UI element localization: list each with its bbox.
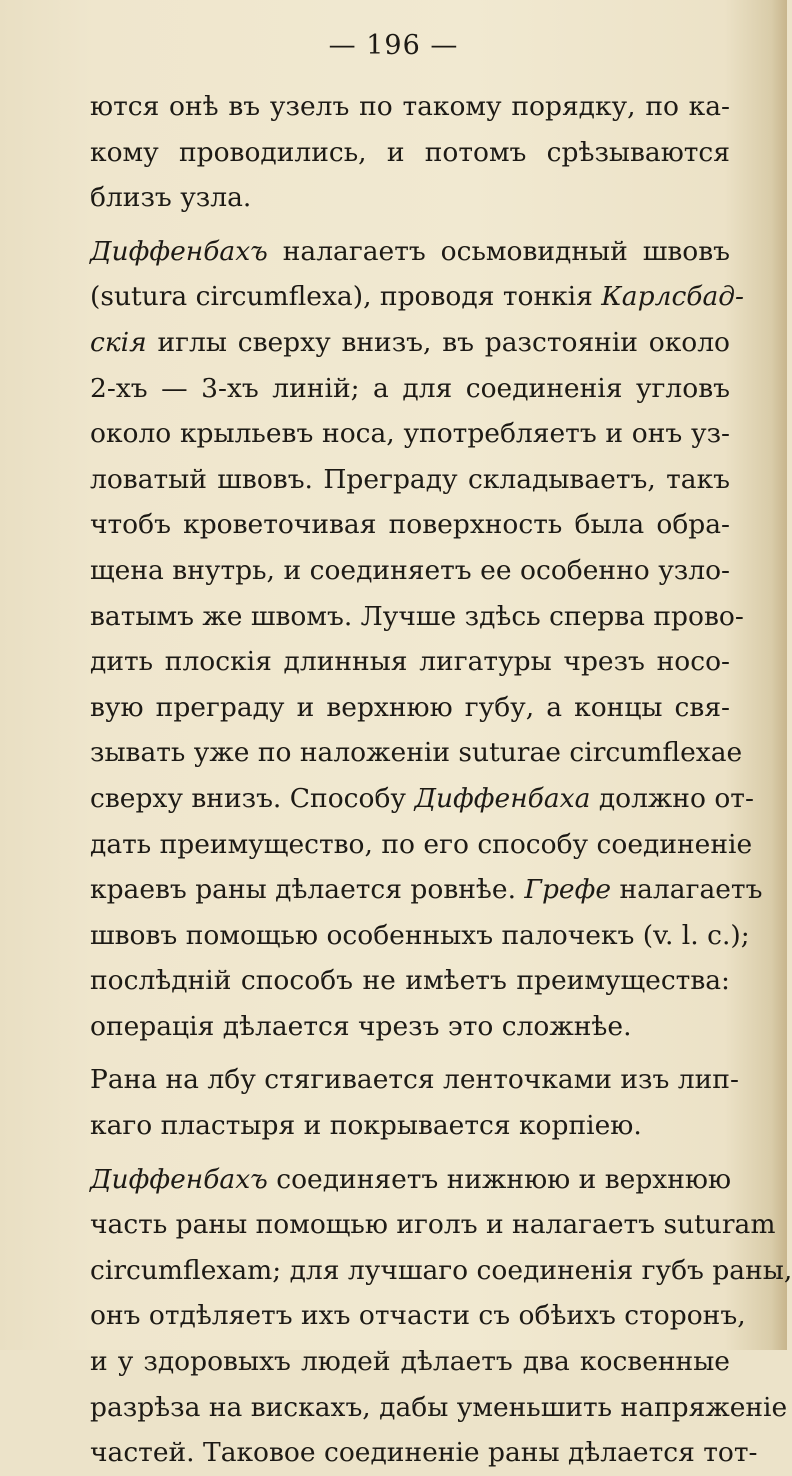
text-segment: близъ узла. [90, 182, 252, 214]
text-line [90, 1339, 730, 1385]
text-line [90, 502, 730, 548]
text-segment: онъ отдѣляетъ ихъ отчасти съ обѣихъ сторонъ, [90, 1300, 746, 1332]
text-segment: около крыльевъ носа, употребляетъ и онъ уз- [90, 418, 730, 450]
text-segment: послѣдній способъ не имѣетъ преимущества: [90, 965, 730, 997]
text-segment: налагаетъ [611, 874, 763, 906]
text-line [90, 457, 730, 503]
text-line [90, 685, 730, 731]
text-line [90, 274, 745, 320]
text-line [90, 867, 763, 913]
text-line [90, 1430, 758, 1476]
text-segment: дить плоскія длинныя лигатуры чрезъ носо- [90, 646, 730, 678]
text-line [90, 366, 730, 412]
italic-name: скія [90, 326, 147, 358]
page-number: — 196 — [328, 30, 459, 61]
text-line [90, 130, 730, 176]
text-line [90, 776, 754, 822]
text-line [90, 175, 730, 221]
text-line [90, 594, 744, 640]
italic-name: Диффенбахъ [90, 235, 268, 267]
text-line [90, 320, 730, 366]
italic-name: Карлсбад- [601, 281, 745, 313]
text-segment: швовъ помощью особенныхъ палочекъ (v. l. c.); [90, 919, 750, 951]
text-line [90, 1103, 730, 1149]
italic-name: Диффенбаха [414, 782, 591, 814]
text-line [90, 1385, 788, 1431]
text-segment: (sutura circumflexa), проводя тонкія [90, 281, 602, 313]
text-segment: частей. Таковое соединеніе раны дѣлается тот- [90, 1437, 758, 1469]
text-line [90, 84, 730, 130]
text-line [90, 411, 730, 457]
text-line [90, 548, 730, 594]
text-line [90, 822, 753, 868]
text-segment: часть раны помощью иголъ и налагаетъ suturam [90, 1209, 776, 1241]
text-segment: щена внутрь, и соединяетъ ее особенно узло- [90, 554, 730, 586]
text-segment: должно от- [590, 782, 754, 814]
text-segment: ловатый швовъ. Преграду складываетъ, такъ [90, 463, 730, 495]
text-segment: 2-хъ — 3-хъ линій; а для соединенія угловъ [90, 372, 730, 404]
text-line [90, 1157, 730, 1203]
text-line [90, 639, 730, 685]
text-segment: Рана на лбу стягивается ленточками изъ лип- [90, 1064, 739, 1096]
text-line [90, 1248, 792, 1294]
text-segment: сверху внизъ. Способу [90, 782, 415, 814]
italic-name: Грефе [524, 874, 612, 906]
text-segment: зывать уже по наложеніи suturae circumflexae [90, 737, 743, 769]
text-line [90, 229, 730, 275]
italic-name: Диффенбахъ [90, 1163, 268, 1195]
text-line [90, 958, 730, 1004]
text-line [90, 1293, 746, 1339]
text-line [90, 1202, 776, 1248]
text-segment: соединяетъ нижнюю и верхнюю [267, 1163, 732, 1195]
text-segment: иглы сверху внизъ, въ разстояніи около [146, 326, 730, 358]
text-segment: разрѣза на вискахъ, дабы уменьшить напряженіе [90, 1391, 788, 1423]
text-segment: краевъ раны дѣлается ровнѣе. [90, 874, 525, 906]
text-segment: ются онѣ въ узелъ по такому порядку, по ка- [90, 91, 730, 122]
text-line [90, 1057, 739, 1103]
text-segment: дать преимущество, по его способу соединеніе [90, 828, 753, 860]
text-line [90, 730, 743, 776]
text-segment: кому проводились, и потомъ срѣзываются [90, 136, 730, 168]
text-segment: чтобъ кроветочивая поверхность была обра- [90, 509, 730, 541]
text-segment: налагаетъ осьмовидный швовъ [267, 235, 730, 267]
text-segment: каго пластыря и покрывается корпіею. [90, 1110, 642, 1142]
text-line [90, 913, 750, 959]
text-segment: ватымъ же швомъ. Лучше здѣсь сперва прово- [90, 600, 744, 632]
text-segment: circumflexam; для лучшаго соединенія губъ раны, [90, 1254, 792, 1286]
body-text [90, 84, 792, 1476]
text-segment: и у здоровыхъ людей дѣлаетъ два косвенные [90, 1346, 730, 1378]
text-segment: операція дѣлается чрезъ это сложнѣе. [90, 1010, 632, 1042]
text-line [90, 1004, 730, 1050]
text-segment: вую преграду и верхнюю губу, а концы свя- [90, 691, 730, 723]
